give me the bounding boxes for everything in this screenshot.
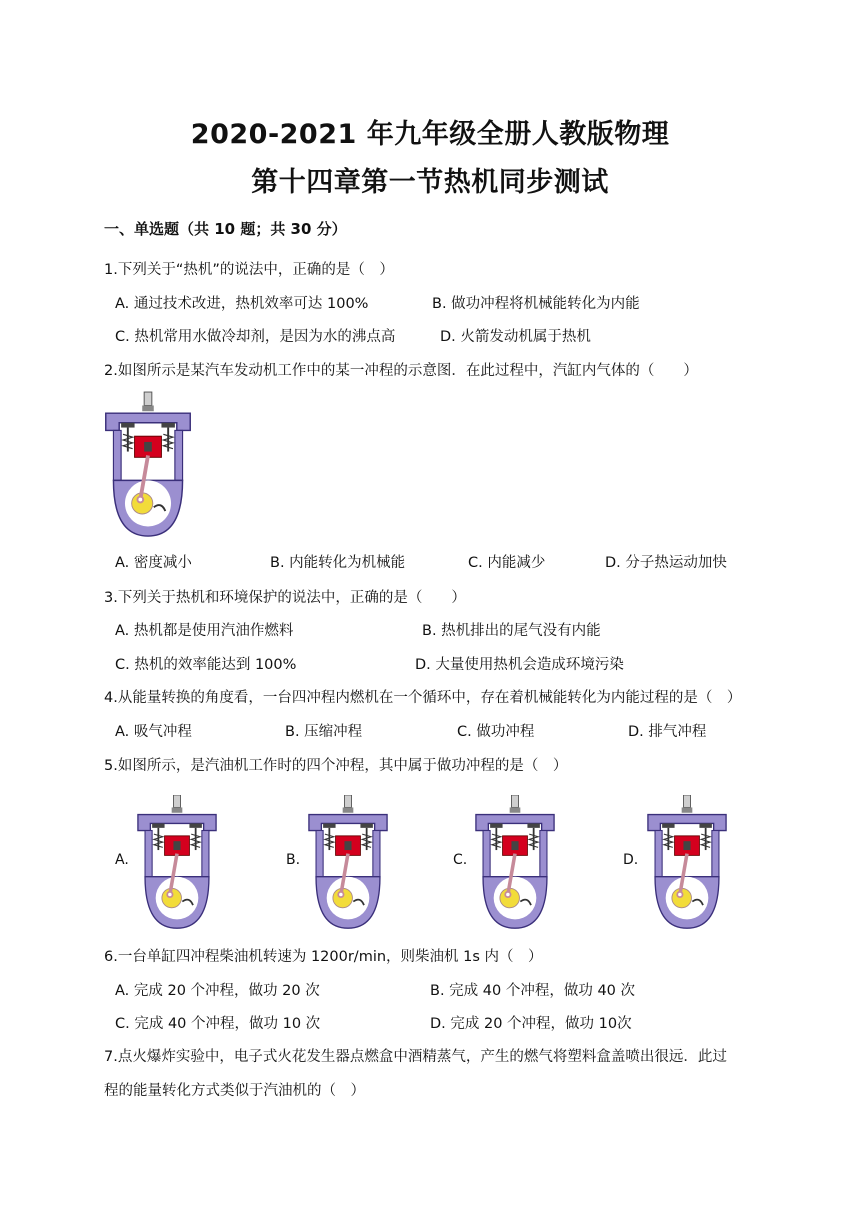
question-4-stem: 4.从能量转换的角度看，一台四冲程内燃机在一个循环中，存在着机械能转化为内能过程的是（ ） [104,690,742,706]
question-3-stem: 3.下列关于热机和环境保护的说法中，正确的是（ ） [104,590,466,606]
q5-option-b-label: B. [286,852,301,868]
engine-diagram-q5-d [642,795,732,930]
q1-option-d: D. 火箭发动机属于热机 [440,329,591,345]
q2-option-a: A. 密度减小 [115,555,192,571]
question-7-stem-line2: 程的能量转化方式类似于汽油机的（ ） [104,1083,365,1099]
q1-option-a: A. 通过技术改进，热机效率可达 100% [115,296,369,312]
question-1-stem: 1.下列关于“热机”的说法中，正确的是（ ） [104,262,394,278]
q6-option-d: D. 完成 20 个冲程，做功 10次 [430,1016,632,1032]
q3-option-a: A. 热机都是使用汽油作燃料 [115,623,294,639]
q3-option-c: C. 热机的效率能达到 100% [115,657,297,673]
engine-diagram-q5-b [303,795,393,930]
document-title-line1: 2020-2021 年九年级全册人教版物理 [190,119,670,150]
q5-option-c-label: C. [453,852,468,868]
question-7-stem-line1: 7.点火爆炸实验中，电子式火花发生器点燃盒中酒精蒸气，产生的燃气将塑料盒盖喷出很远．此过 [104,1049,727,1065]
q1-option-c: C. 热机常用水做冷却剂，是因为水的沸点高 [115,329,396,345]
q2-option-d: D. 分子热运动加快 [605,555,727,571]
q5-option-a-label: A. [115,852,129,868]
q4-option-b: B. 压缩冲程 [285,724,363,740]
section-heading: 一、单选题（共 10 题；共 30 分） [104,220,347,238]
q2-option-b: B. 内能转化为机械能 [270,555,406,571]
question-5-stem: 5.如图所示，是汽油机工作时的四个冲程，其中属于做功冲程的是（ ） [104,758,568,774]
engine-diagram-q2 [100,390,196,540]
q6-option-b: B. 完成 40 个冲程，做功 40 次 [430,983,636,999]
q5-option-d-label: D. [623,852,639,868]
question-2-stem: 2.如图所示是某汽车发动机工作中的某一冲程的示意图．在此过程中，汽缸内气体的（ ） [104,363,698,379]
q6-option-c: C. 完成 40 个冲程，做功 10 次 [115,1016,321,1032]
q4-option-a: A. 吸气冲程 [115,724,192,740]
document-title-line2: 第十四章第一节热机同步测试 [251,167,609,198]
engine-diagram-q5-a [132,795,222,930]
question-6-stem: 6.一台单缸四冲程柴油机转速为 1200r/min，则柴油机 1s 内（ ） [104,949,543,965]
q3-option-b: B. 热机排出的尾气没有内能 [422,623,601,639]
q4-option-d: D. 排气冲程 [628,724,707,740]
q2-option-c: C. 内能减少 [468,555,546,571]
q3-option-d: D. 大量使用热机会造成环境污染 [415,657,624,673]
q1-option-b: B. 做功冲程将机械能转化为内能 [432,296,640,312]
engine-diagram-q5-c [470,795,560,930]
q6-option-a: A. 完成 20 个冲程，做功 20 次 [115,983,320,999]
q4-option-c: C. 做功冲程 [457,724,535,740]
